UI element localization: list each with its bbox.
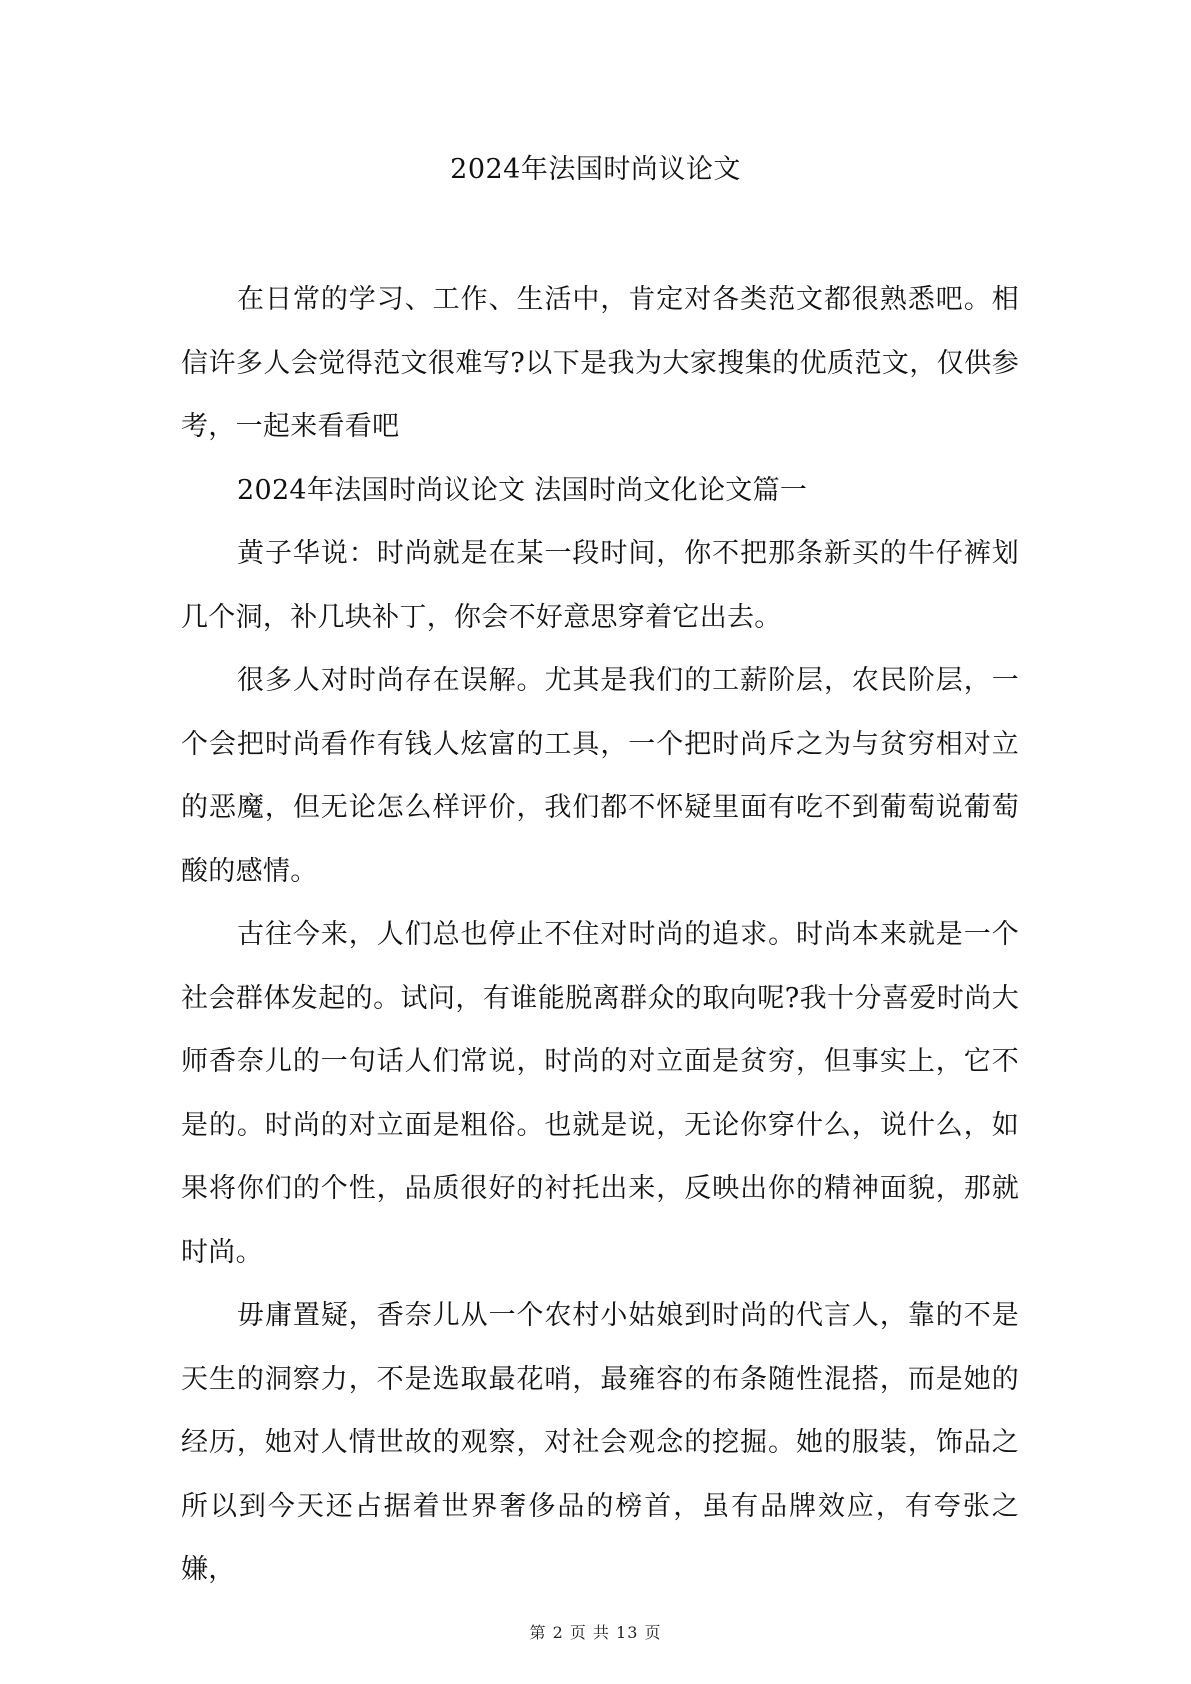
paragraph-pursuit: 古往今来，人们总也停止不住对时尚的追求。时尚本来就是一个社会群体发起的。试问，有谁能脱离群众的取向呢?我十分喜爱时尚大师香奈儿的一句话人们常说，时尚的对立面是贫穷，但事实上，它不是的。时尚的对立面是粗俗。也就是说，无论你穿什么，说什么，如果将你们的个性，品质很好的衬托出来，反映出你的精神面貌，那就时尚。 <box>181 919 1019 1268</box>
paragraph-quote: 黄子华说：时尚就是在某一段时间，你不把那条新买的牛仔裤划几个洞，补几块补丁，你会不好意思穿着它出去。 <box>181 538 1019 633</box>
paragraph-misunderstanding: 很多人对时尚存在误解。尤其是我们的工薪阶层，农民阶层，一个会把时尚看作有钱人炫富的工具，一个把时尚斥之为与贫穷相对立的恶魔，但无论怎么样评价，我们都不怀疑里面有吃不到葡萄说葡萄酸的感情。 <box>181 665 1019 887</box>
paragraph-chanel: 毋庸置疑，香奈儿从一个农村小姑娘到时尚的代言人，靠的不是天生的洞察力，不是选取最花哨，最雍容的布条随性混搭，而是她的经历，她对人情世故的观察，对社会观念的挖掘。她的服装，饰品之所以到今天还占据着世界奢侈品的榜首，虽有品牌效应，有夸张之嫌， <box>181 1300 1019 1585</box>
paragraph-intro: 在日常的学习、工作、生活中，肯定对各类范文都很熟悉吧。相信许多人会觉得范文很难写?以下是我为大家搜集的优质范文，仅供参考，一起来看看吧 <box>181 284 1019 442</box>
paragraph-section-heading: 2024年法国时尚议论文 法国时尚文化论文篇一 <box>237 474 808 506</box>
document-body <box>181 268 1019 1602</box>
document-title: 2024年法国时尚议论文 <box>450 154 741 185</box>
page-number-footer: 第 2 页 共 13 页 <box>529 1623 662 1642</box>
